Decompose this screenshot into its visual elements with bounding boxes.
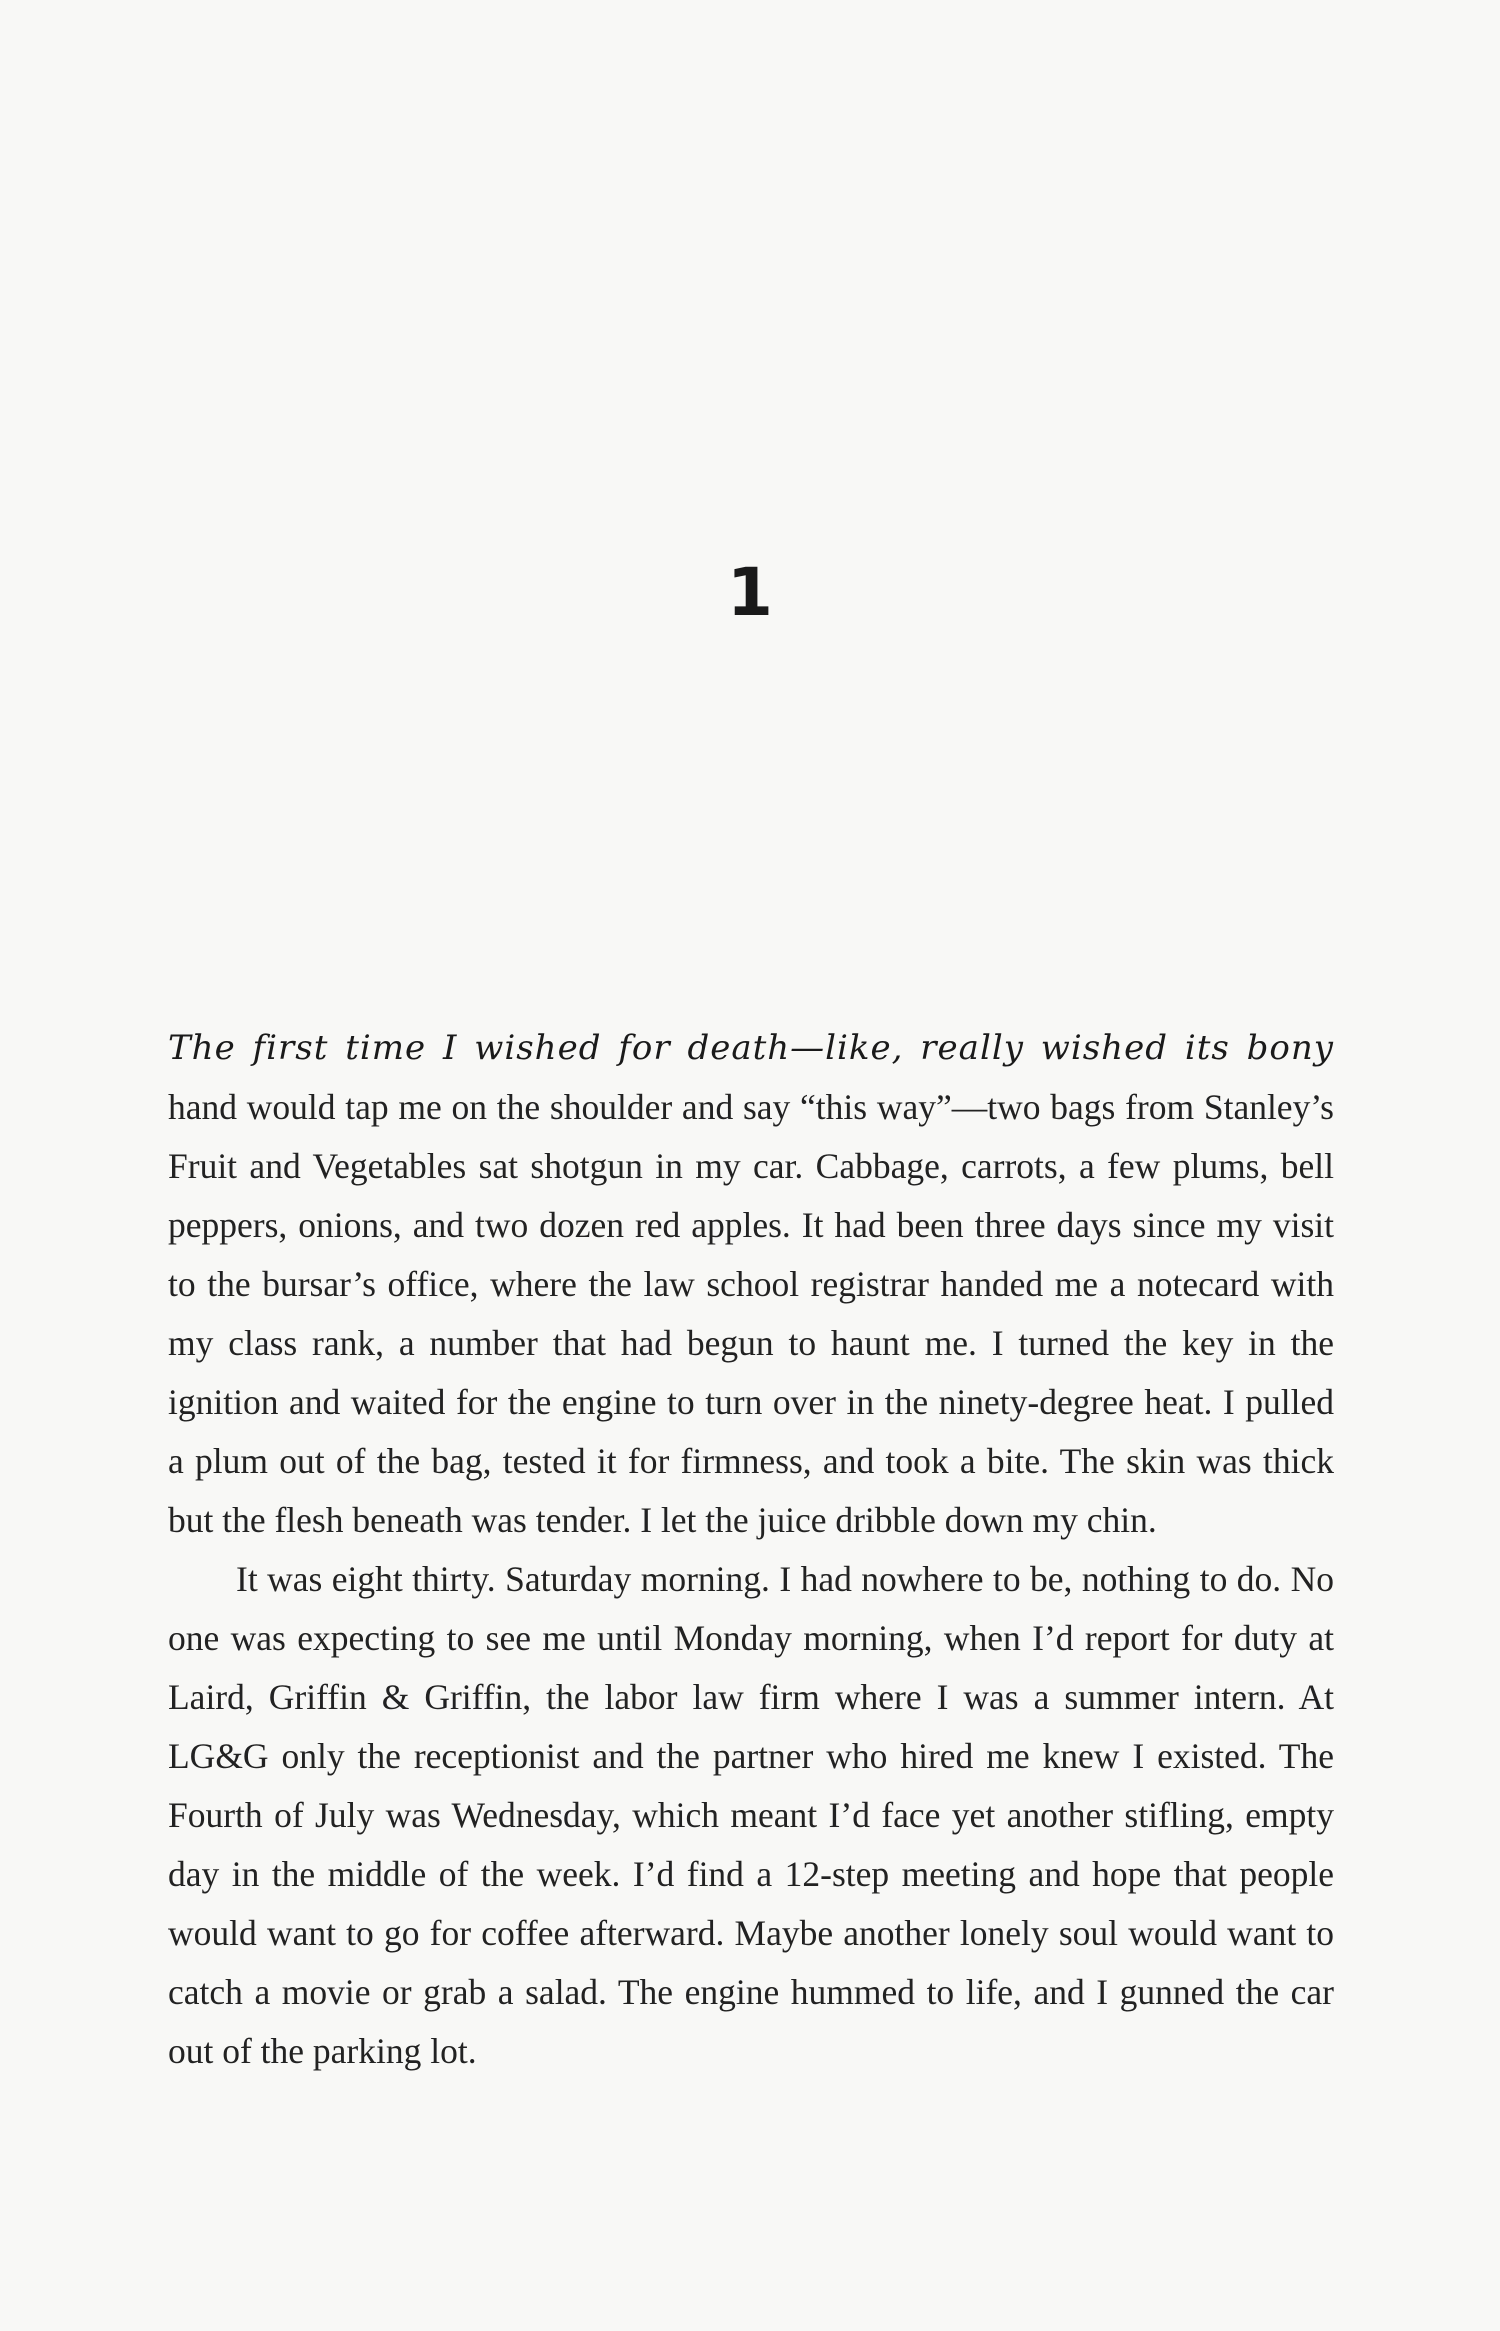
opening-paragraph-text: hand would tap me on the shoulder and say “this way”—two bags from Stanley’s Fruit and Vegetables sat shotgun in my car. Cabbage, carrots, a few plums, bell peppers, onions, and two dozen red apples. It had been three days since my visit to the bursar’s office, where the law school registrar handed me a notecard with my class rank, a number that had begun to haunt me. I turned the key in the ignition and waited for the engine to turn over in the ninety-degree heat. I pulled a plum out of the bag, tested it for firmness, and took a bite. The skin was thick but the flesh beneath was tender. I let the juice dribble down my chin. — [168, 1087, 1334, 1540]
chapter-number: 1 — [727, 554, 773, 631]
chapter-body — [168, 1018, 1334, 2081]
opening-paragraph — [168, 1018, 1334, 1550]
opening-lead-in: The first time I wished for death—like, really wished its bony — [168, 1028, 1334, 1068]
second-paragraph: It was eight thirty. Saturday morning. I had nowhere to be, nothing to do. No one was expecting to see me until Monday morning, when I’d report for duty at Laird, Griffin & Griffin, the labor law firm where I was a summer intern. At LG&G only the receptionist and the partner who hired me knew I existed. The Fourth of July was Wednesday, which meant I’d face yet another stifling, empty day in the middle of the week. I’d find a 12-step meeting and hope that people would want to go for coffee afterward. Maybe another lonely soul would want to catch a movie or grab a salad. The engine hummed to life, and I gunned the car out of the parking lot. — [168, 1559, 1334, 2071]
